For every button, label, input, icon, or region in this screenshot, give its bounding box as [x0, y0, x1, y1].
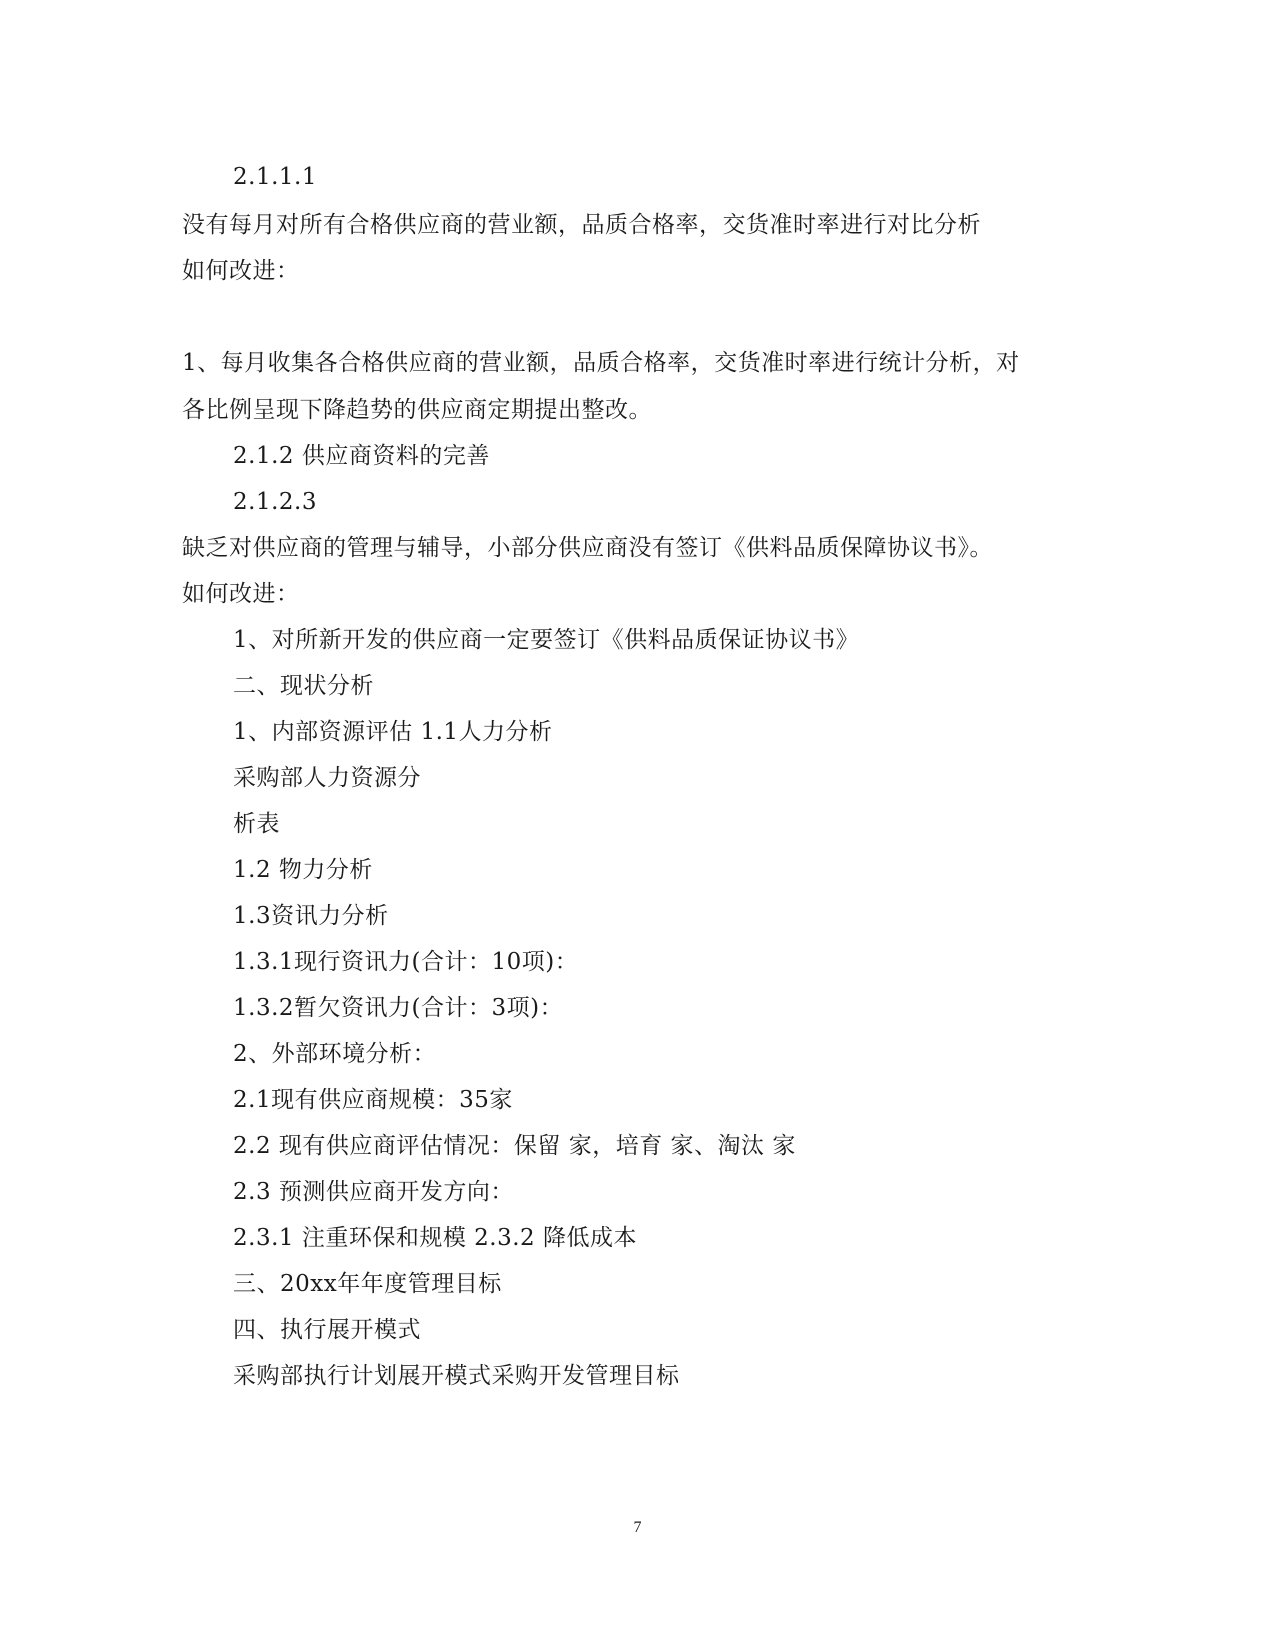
section-heading-internal-resources: 1、内部资源评估 1.1人力分析 — [233, 719, 553, 745]
section-heading-1-2: 1.2 物力分析 — [233, 857, 373, 883]
section-heading-1-3-1: 1.3.1现行资讯力(合计：10项)： — [233, 949, 579, 975]
section-heading-2-1-2: 2.1.2 供应商资料的完善 — [233, 443, 490, 469]
section-heading-2-2: 2.2 现有供应商评估情况：保留 家，培育 家、淘汰 家 — [233, 1133, 796, 1159]
section-heading-2-1-1-1: 2.1.1.1 — [233, 164, 317, 190]
paragraph-problem-2: 缺乏对供应商的管理与辅导，小部分供应商没有签订《供料品质保障协议书》。 — [182, 535, 993, 561]
section-heading-2-1: 2.1现有供应商规模：35家 — [233, 1087, 513, 1113]
section-heading-1-3-2: 1.3.2暂欠资讯力(合计：3项)： — [233, 995, 564, 1021]
paragraph-improve-1-line1: 1、每月收集各合格供应商的营业额，品质合格率，交货准时率进行统计分析，对 — [182, 350, 1020, 376]
table-caption-line1: 采购部人力资源分 — [233, 765, 421, 791]
paragraph-improve-2: 1、对所新开发的供应商一定要签订《供料品质保证协议书》 — [233, 627, 860, 653]
section-heading-1-3: 1.3资讯力分析 — [233, 903, 389, 929]
paragraph-improve-label-2: 如何改进： — [182, 581, 300, 607]
section-heading-external-env: 2、外部环境分析： — [233, 1041, 437, 1067]
section-heading-status-analysis: 二、现状分析 — [233, 673, 374, 699]
section-heading-2-1-2-3: 2.1.2.3 — [233, 489, 317, 515]
paragraph-execution-plan: 采购部执行计划展开模式采购开发管理目标 — [233, 1363, 680, 1389]
section-heading-2-3: 2.3 预测供应商开发方向： — [233, 1179, 514, 1205]
paragraph-problem-1: 没有每月对所有合格供应商的营业额，品质合格率，交货准时率进行对比分析 — [182, 212, 981, 238]
section-heading-2-3-1: 2.3.1 注重环保和规模 2.3.2 降低成本 — [233, 1225, 637, 1251]
section-heading-annual-goals: 三、20xx年年度管理目标 — [233, 1271, 502, 1297]
paragraph-improve-1-line2: 各比例呈现下降趋势的供应商定期提出整改。 — [182, 397, 652, 423]
table-caption-line2: 析表 — [233, 811, 280, 837]
page-number: 7 — [633, 1519, 642, 1536]
section-heading-execution-mode: 四、执行展开模式 — [233, 1317, 421, 1343]
paragraph-improve-label-1: 如何改进： — [182, 258, 300, 284]
